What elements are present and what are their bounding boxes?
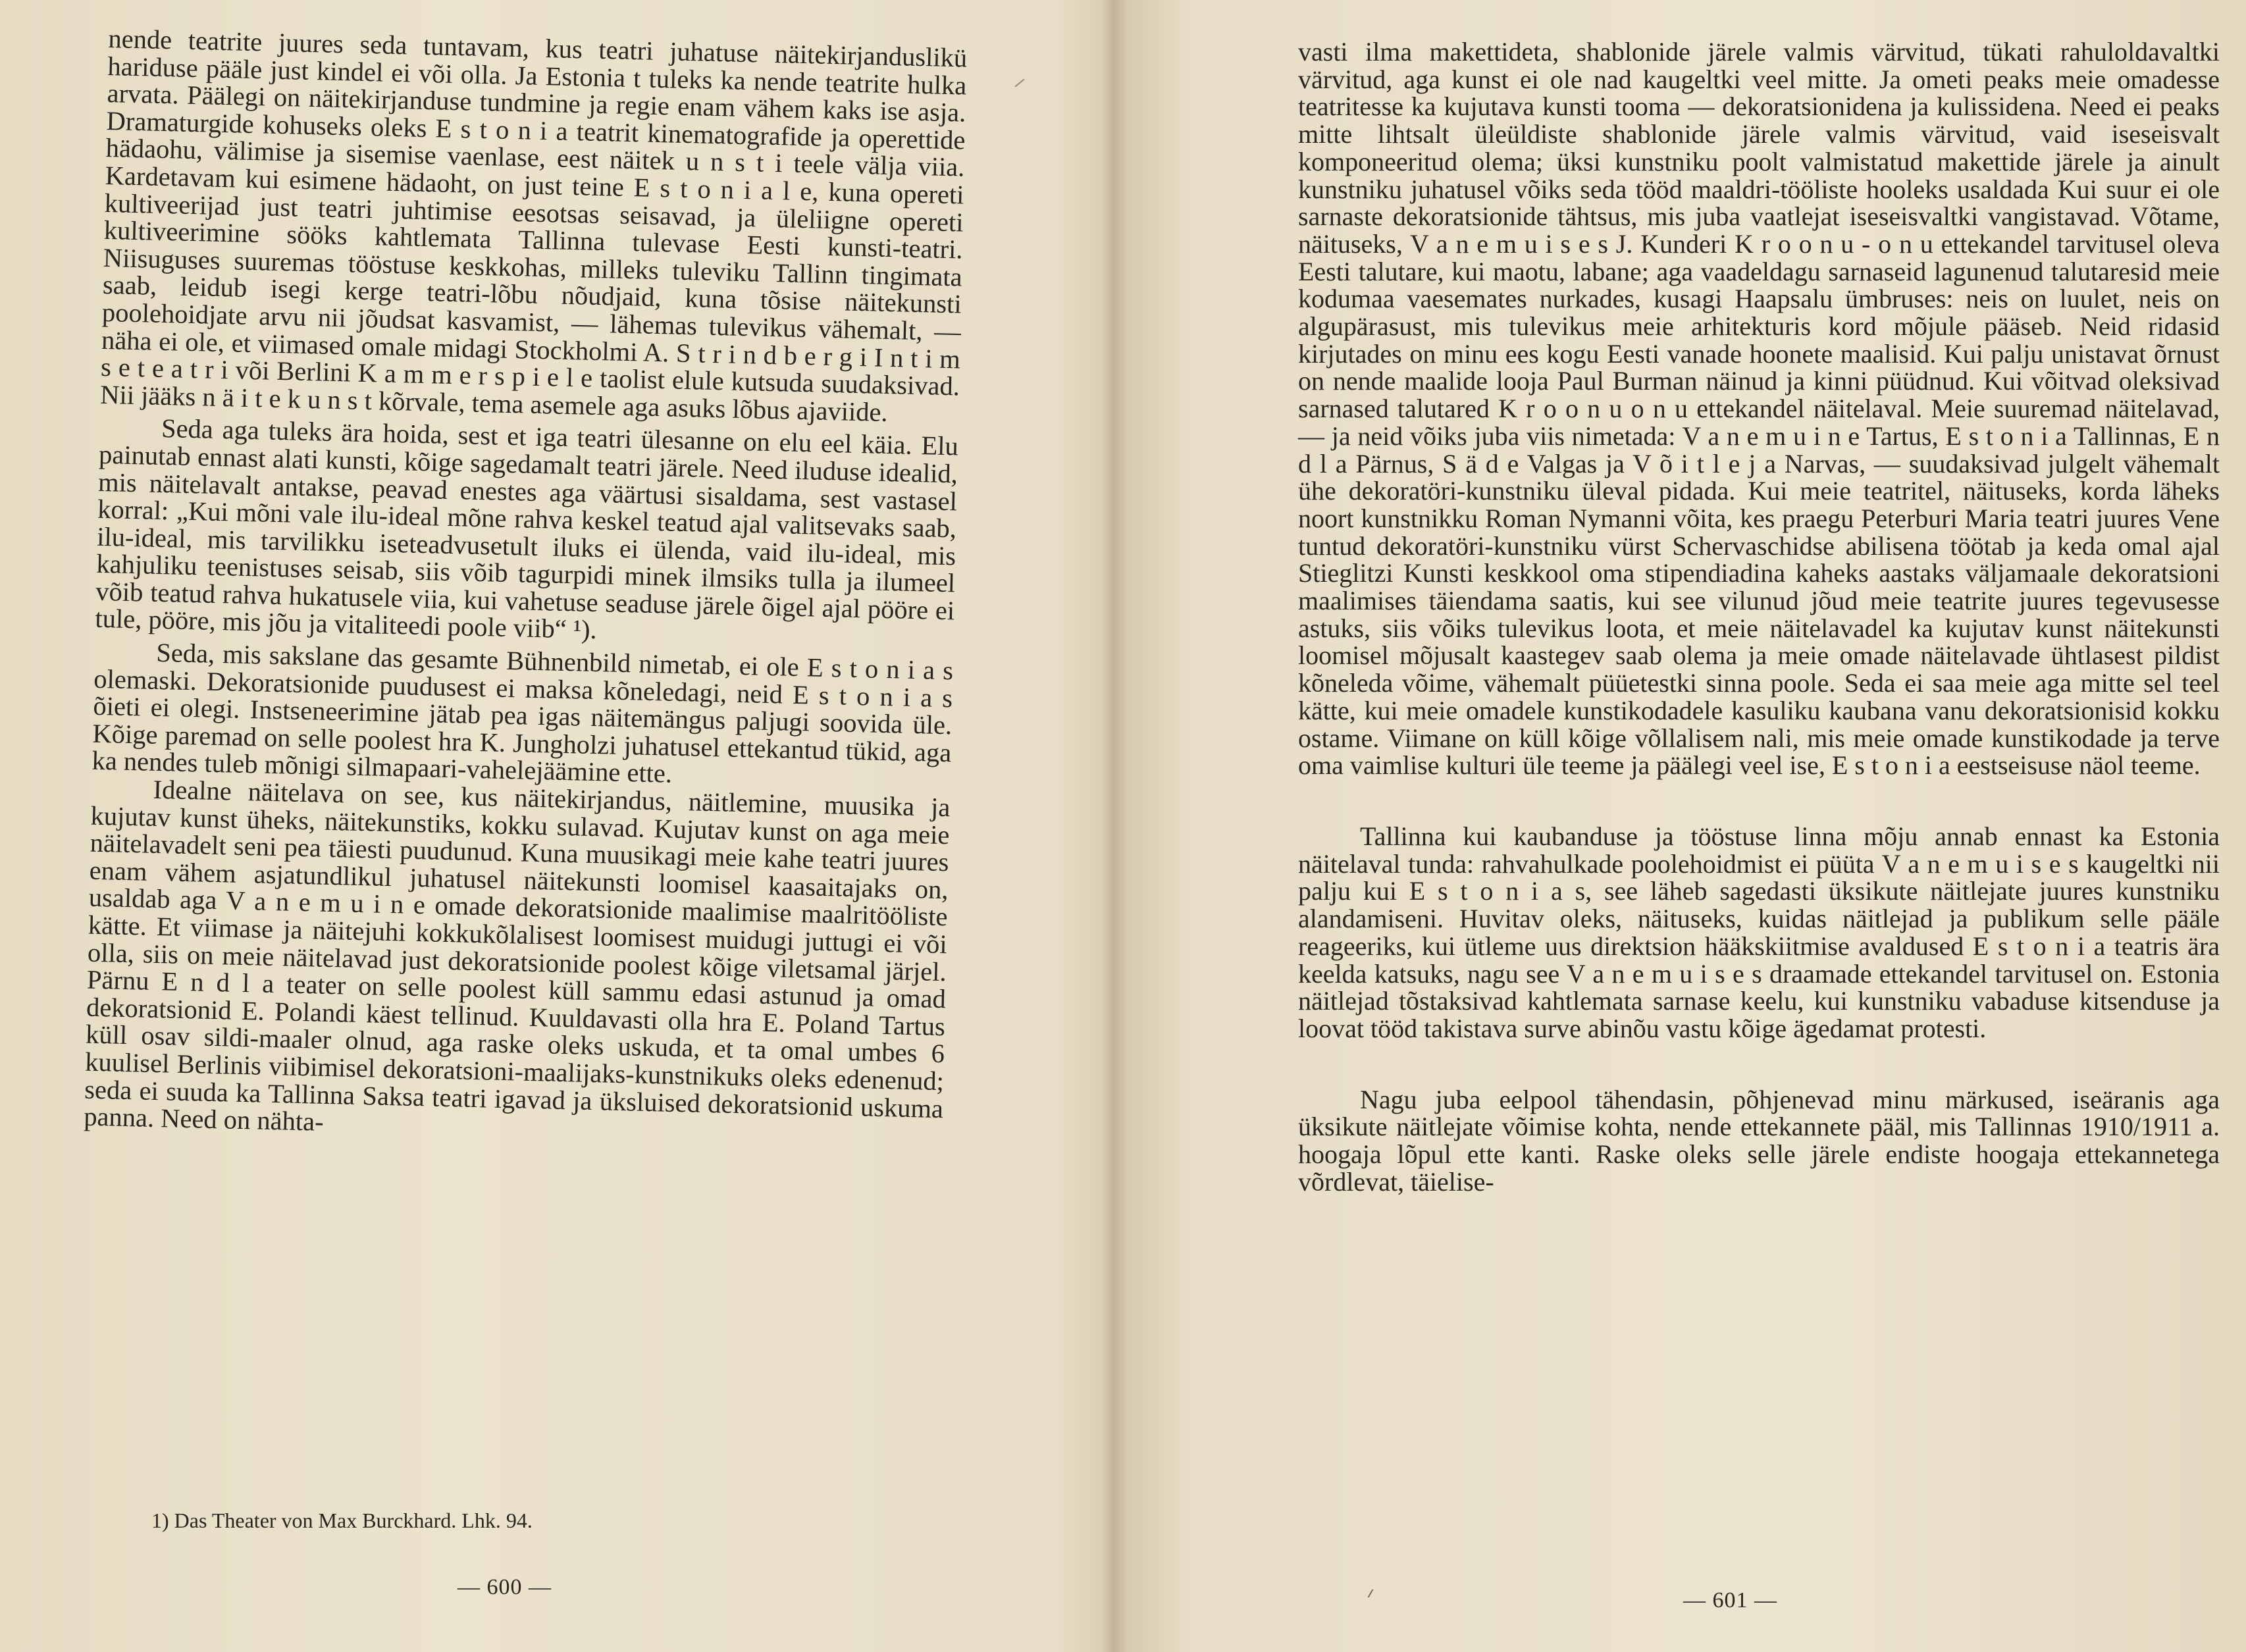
edge-mark <box>1014 78 1024 87</box>
paragraph: vasti ilma makettideta, shablonide järele valmis värvitud, tükati rahuloldavaltki värvitud, aga kunst ei ole nad kaugeltki veel mitte. Ja ometi peaks meie omadesse teatritesse ka kujutava kunsti tooma — dekoratsionidena ja kulissidena. Need ei peaks mitte lihtsalt üleüldiste shablonide järele valmis värvitud, vaid iseseisvalt komponeeritud olema; üksi kunstniku poolt valmistatud makettide järele ja ainult kunstniku juhatusel võiks seda tööd maaldri-tööliste hooleks usaldada Kui suur ei ole sarnaste dekoratsionide tähtsus, mis juba vaatlejat iseseisvaltki vangistavad. Võtame, näituseks, V a n e m u i s e s J. Kunderi K r o o n u - o n u ettekandel tarvitusel oleva Eesti talutare, kui maotu, labane; aga vaadeldagu sarnaseid lagunenud talutaresid meie kodumaa vaesemates nurkades, kusagi Haapsalu ümbruses: neis on luulet, neis on algupärasust, mis tulevikus meie arhitekturis kord mõjule pääseb. Neid ridasid kirjutades on minu ees kogu Eesti vanade hoonete maalisid. Kui palju unistavat õrnust on nende maalide looja Paul Burman näinud ja kinni püüdnud. Kui võitvad oleksivad sarnased talutared K r o o n u o n u ettekandel näitelaval. Meie suuremad näitelavad, — ja neid võiks juba viis nimetada: V a n e m u i n e Tartus, E s t o n i a Tallinnas, E n d l a Pärnus, S ä d e Valgas ja V õ i t l e j a Narvas, — suudaksivad julgelt vähemalt ühe dekoratöri-kunstniku üleval pidada. Kui meie teatritel, näituseks, korda läheks noort kunstnikku Roman Nymanni võita, kes praegu Peterburi Maria teatri juures Vene tuntud dekoratöri-kunstniku vürst Schervaschidse abilisena töötab ja keda omal ajal Stieglitzi Kunsti keskkool oma stipendiadina kaheks aastaks väljamaale dekoratsioni maalimises täiendama saatis, kui see vilunud jõud meie teatrite juures tegevusesse astuks, siis võiks tulevikus loota, et meie näitelavadel ka kujutav kunst näitekunsti loomisel mõjusalt kaastegev saab olema ja meie omade näitelavade ühtlasest pildist kõneleda võime, vähemalt püüetestki sinna poole. Seda ei saa meie aga mitte sel teel kätte, kui meie omadele kunstikodadele kasuliku kaubana vanu dekoratsionisid kokku ostame. Viimane on küll kõige võllalisem nali, mis meie omade kunstikodade ja terve oma vaimlise kulturi üle teeme ja päälegi veel ise, E s t o n i a eestseisuse näol teeme. <box>1298 37 2220 781</box>
page-number: — 601 — <box>1683 1588 1777 1613</box>
footnote: 1) Das Theater von Max Burckhard. Lhk. 94. <box>151 1509 533 1532</box>
paragraph: nende teatrite juures seda tuntavam, kus teatri juhatuse näitekirjanduslikü hariduse pääle just kindel ei või olla. Ja Estonia t tuleks ka nende teatrite hulka arvata. Päälegi on näitekirjanduse tundmine ja regie enam vähem kaks ise asja. Dramaturgide kohuseks oleks E s t o n i a teatrit kinematografide ja operettide hädaohu, välimise ja sisemise vaenlase, eest näitek u n s t i teele välja viia. Kardetavam kui esimene hädaoht, on just teine E s t o n i a l e, kuna opereti kultiveerijad just teatri juhtimise eesotsas seisavad, ja üleliigne opereti kultiveerimine sööks kahtlemata Tallinna tulevase Eesti kunsti-teatri. Niisuguses suuremas tööstuse keskkohas, milleks tuleviku Tallinn tingimata saab, leidub isegi kerge teatri-lõbu nõudjaid, kuna tõsise näitekunsti poolehoidjate arvu nii jõudsat kasvamist, — lähemas tulevikus vähemalt, — näha ei ole, et viimased omale midagi Stockholmi A. S t r i n d b e r g i I n t i m s e t e a t r i või Berlini K a m m e r s p i e l e taolist elule kutsuda suudaksivad. Nii jääks n ä i t e k u n s t kõrvale, tema asemele aga asuks lõbus ajaviide. <box>99 24 968 427</box>
paragraph: Seda aga tuleks ära hoida, sest et iga teatri ülesanne on elu eel käia. Elu painutab ennast alati kunsti, kõige sagedamalt teatri järele. Need iluduse idealid, mis näitelavalt antakse, peavad enestes aga väärtusi sisaldama, sest vastasel korral: „Kui mõni vale ilu-ideal mõne rahva keskel teatud ajal valitsevaks saab, ilu-ideal, mis tarvilikku iseteadvusetult iluks ei ülenda, vaid ilu-ideal, mis kahjuliku teenistuses seisab, siis võib tagurpidi minek ilmsiks tulla ja ilumeel võib teatud rahva hukatusele viia, kui vahetuse seaduse järele õigel ajal pööre ei tule, pööre, mis jõu ja vitaliteedi poole viib“ ¹). <box>95 413 959 645</box>
right-page <box>1127 0 2246 1652</box>
paragraph: Tallinna kui kaubanduse ja tööstuse linna mõju annab ennast ka Estonia näitelaval tunda: rahvahulkade poolehoidmist ei püüta V a n e m u i s e s kaugeltki nii palju kui E s t o n i a s, see läheb sagedasti üksikute näitlejate juures kunstniku alandamiseni. Huvitav oleks, näituseks, kuidas näitlejad ja publikum selle pääle reageeriks, kui ütleme uus direktsion hääkskiitmise avaldused E s t o n i a teatris ära keelda katsuks, nagu see V a n e m u i s e s draamade ettekandel tarvitusel on. Estonia näitlejad tõstaksivad kahtlemata sarnase keelu, kui kunstniku vabaduse kitsenduse ja loovat tööd takistava surve abinõu vastu kõige ägedamat protesti. <box>1298 821 2220 1043</box>
left-body-text <box>84 25 968 1150</box>
right-body-text <box>1298 38 2220 1195</box>
paragraph: Idealne näitelava on see, kus näitekirjandus, näitlemine, muusika ja kujutav kunst üheks, näitekunstiks, kokku sulavad. Kujutav kunst on aga meie näitelavadelt seni pea täiesti puudunud. Kuna muusikagi meie kahe teatri juures enam vähem asjatundlikul juhatusel näitekunsti loomisel kaasaitajaks on, usaldab aga V a n e m u i n e omade dekoratsionide maalimise maalritööliste kätte. Et viimase ja näitejuhi kokkukõlalisest loomisest muidugi juttugi ei või olla, siis on meie näitelavad just dekoratsionide poolest kõige viletsamal järjel. Pärnu E n d l a teater on selle poolest küll sammu edasi astunud ja omad dekoratsionid E. Polandi käest tellinud. Kuuldavasti olla hra E. Poland Tartus küll osav sildi-maaler olnud, aga raske oleks uskuda, et ta omal umbes 6 kuulisel Berlinis viibimisel dekoratsioni-maalijaks-kunstnikuks oleks edenenud; seda ei suuda ka Tallinna Saksa teatri igavad ja üksluised dekoratsionid uskuma panna. Need on nähta- <box>83 774 951 1137</box>
paragraph: Nagu juba eelpool tähendasin, põhjenevad minu märkused, iseäranis aga üksikute näitlejate võimise kohta, nende ettekannete pääl, mis Tallinnas 1910/1911 a. hoogaja lõpul ette kanti. Raske oleks selle järele endiste hoogaja ettekannetega võrdlevat, täielise- <box>1298 1084 2220 1197</box>
page-number: — 600 — <box>457 1575 552 1599</box>
left-page <box>0 0 1112 1652</box>
paragraph: Seda, mis sakslane das gesamte Bühnenbild nimetab, ei ole E s t o n i a s olemaski. Dekoratsionide puudusest ei maksa kõneledagi, neid E s t o n i a s õieti ei olegi. Instseneerimine jätab pea igas näitemängus paljugi soovida üle. Kõige paremad on selle poolest hra K. Jungholzi juhatusel ettekantud tükid, aga ka nendes tuleb mõnigi silmapaari-vahelejäämine ette. <box>91 637 954 789</box>
